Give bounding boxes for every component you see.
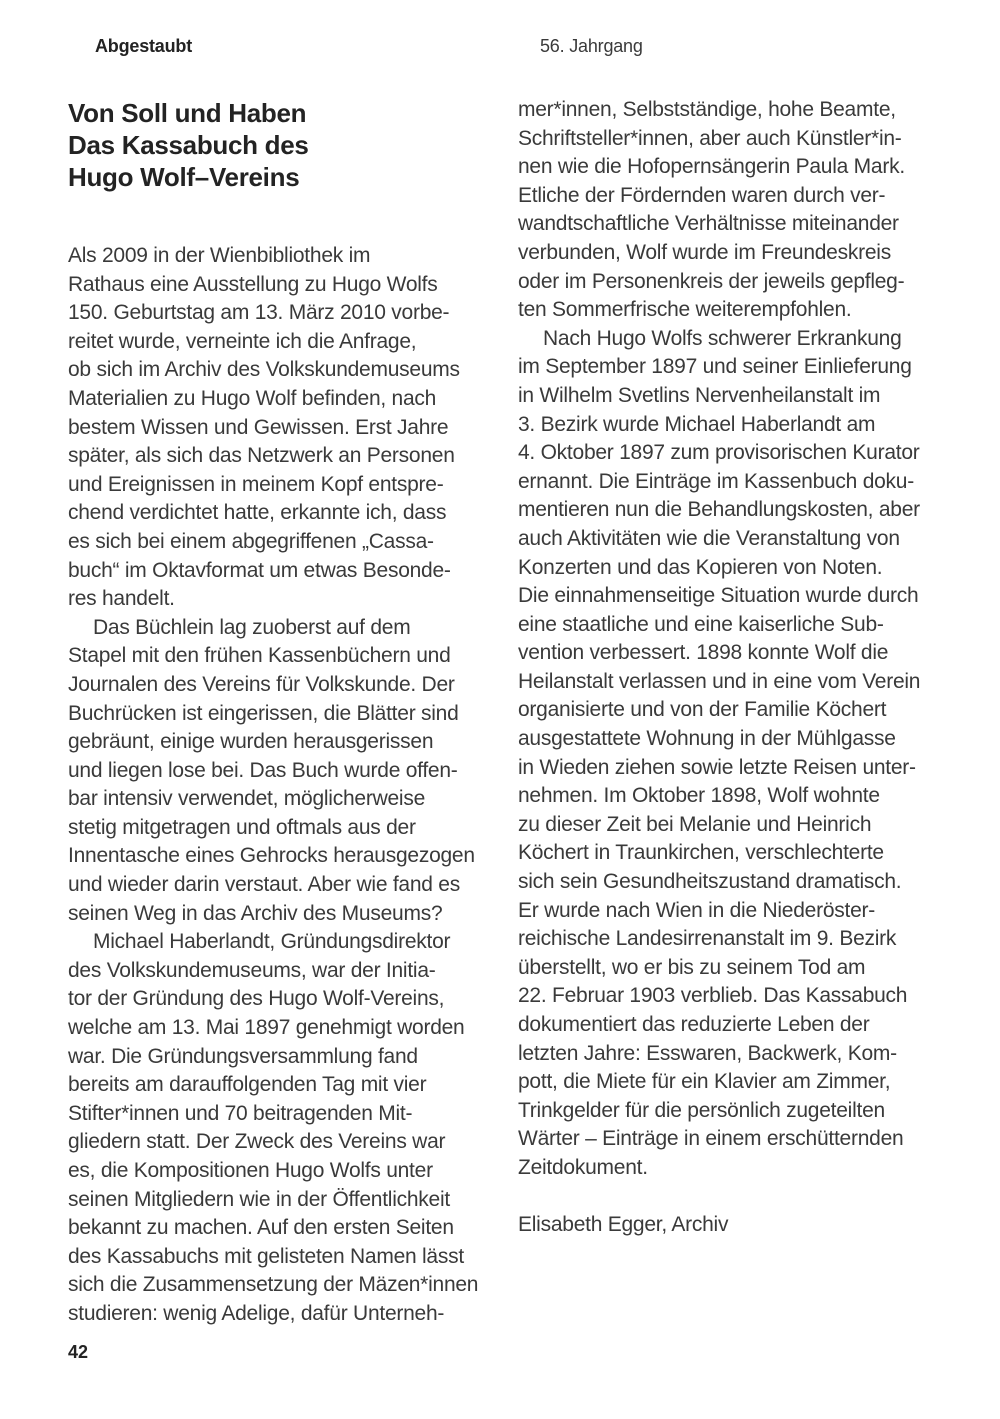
text-line: ten Sommerfrische weiterempfohlen.	[518, 298, 852, 322]
text-line: Wärter – Einträge in einem erschütternden	[518, 1127, 904, 1151]
text-line: Stapel mit den frühen Kassenbüchern und	[68, 644, 451, 668]
article-title	[68, 97, 309, 193]
text-line: organisierte und von der Familie Köchert	[518, 698, 887, 722]
text-line: ernannt. Die Einträge im Kassenbuch doku-	[518, 469, 914, 493]
section-label: Abgestaubt	[95, 36, 193, 56]
text-line: im September 1897 und seiner Einlieferung	[518, 355, 912, 379]
text-line: oder im Personenkreis der jeweils gepfleg-	[518, 269, 905, 293]
text-line: Konzerten und das Kopieren von Noten.	[518, 555, 883, 579]
text-line: gebräunt, einige wurden herausgerissen	[68, 730, 434, 754]
text-line: sich sein Gesundheitszustand dramatisch.	[518, 870, 902, 894]
text-line: 3. Bezirk wurde Michael Haberlandt am	[518, 412, 876, 436]
text-line: mer*innen, Selbstständige, hohe Beamte,	[518, 98, 896, 121]
text-line: und Ereignissen in meinem Kopf entspre-	[68, 472, 444, 496]
text-line: bestem Wissen und Gewissen. Erst Jahre	[68, 415, 449, 439]
right-column-text	[518, 96, 948, 1183]
text-line: nehmen. Im Oktober 1898, Wolf wohnte	[518, 784, 880, 808]
text-line: vention verbessert. 1898 konnte Wolf die	[518, 641, 889, 665]
text-line: es, die Kompositionen Hugo Wolfs unter	[68, 1159, 433, 1182]
left-column	[68, 242, 486, 1329]
text-line: Innentasche eines Gehrocks herausgezogen	[68, 844, 475, 868]
byline: Elisabeth Egger, Archiv	[518, 1213, 729, 1237]
text-line: Das Büchlein lag zuoberst auf dem	[93, 615, 411, 639]
text-line: tor der Gründung des Hugo Wolf-Vereins,	[68, 987, 445, 1011]
text-line: letzten Jahre: Esswaren, Backwerk, Kom-	[518, 1041, 897, 1065]
text-line: es sich bei einem abgegriffenen „Cassa-	[68, 529, 434, 553]
text-line: 4. Oktober 1897 zum provisorischen Kurator	[518, 441, 920, 465]
text-line: welche am 13. Mai 1897 genehmigt worden	[68, 1016, 465, 1040]
text-line: verbunden, Wolf wurde im Freundeskreis	[518, 240, 891, 264]
right-column	[518, 96, 948, 1240]
text-line: bereits am darauffolgenden Tag mit vier	[68, 1073, 427, 1097]
text-line: Als 2009 in der Wienbibliothek im	[68, 244, 371, 267]
text-line: pott, die Miete für ein Klavier am Zimmer,	[518, 1070, 891, 1094]
text-line: Heilanstalt verlassen und in eine vom Verein	[518, 669, 921, 693]
text-line: dokumentiert das reduzierte Leben der	[518, 1013, 870, 1036]
text-line: ob sich im Archiv des Volkskundemuseums	[68, 358, 460, 382]
text-line: in Wieden ziehen sowie letzte Reisen unter-	[518, 755, 916, 779]
text-line: des Volkskundemuseums, war der Initia-	[68, 958, 436, 982]
text-line: gliedern statt. Der Zweck des Vereins war	[68, 1130, 446, 1154]
text-line: Zeitdokument.	[518, 1155, 648, 1179]
text-line: seinen Mitgliedern wie in der Öffentlichkeit	[68, 1187, 450, 1211]
text-line: Nach Hugo Wolfs schwerer Erkrankung	[543, 326, 902, 350]
text-line: Rathaus eine Ausstellung zu Hugo Wolfs	[68, 272, 438, 296]
text-line: bekannt zu machen. Auf den ersten Seiten	[68, 1216, 454, 1240]
text-line: Schriftsteller*innen, aber auch Künstler*in-	[518, 126, 902, 150]
text-line: bar intensiv verwendet, möglicherweise	[68, 787, 426, 811]
text-line: Materialien zu Hugo Wolf befinden, nach	[68, 386, 437, 410]
text-line: und wieder darin verstaut. Aber wie fand es	[68, 873, 460, 897]
text-line: war. Die Gründungsversammlung fand	[68, 1044, 418, 1068]
text-line: reichische Landesirrenanstalt im 9. Bezirk	[518, 927, 897, 951]
text-line: wandtschaftliche Verhältnisse miteinander	[518, 212, 899, 236]
text-line: studieren: wenig Adelige, dafür Unterneh-	[68, 1301, 445, 1325]
text-line: ausgestattete Wohnung in der Mühlgasse	[518, 727, 896, 751]
text-line: Die einnahmenseitige Situation wurde durch	[518, 584, 919, 608]
text-line: und liegen lose bei. Das Buch wurde offen-	[68, 758, 458, 782]
text-line: 22. Februar 1903 verblieb. Das Kassabuch	[518, 984, 908, 1008]
text-line: des Kassabuchs mit gelisteten Namen lässt	[68, 1244, 464, 1268]
page-number: 42	[68, 1342, 89, 1362]
text-line: eine staatliche und eine kaiserliche Sub-	[518, 612, 884, 636]
article-title-line: Von Soll und Haben	[68, 98, 307, 128]
text-line: Journalen des Vereins für Volkskunde. Der	[68, 672, 455, 696]
text-line: sich die Zusammensetzung der Mäzen*innen	[68, 1273, 479, 1297]
text-line: Etliche der Fördernden waren durch ver-	[518, 183, 886, 207]
text-line: 150. Geburtstag am 13. März 2010 vorbe-	[68, 301, 450, 325]
text-line: später, als sich das Netzwerk an Personen	[68, 444, 455, 468]
article-title-line: Hugo Wolf–Vereins	[68, 162, 300, 192]
text-line: zu dieser Zeit bei Melanie und Heinrich	[518, 812, 872, 836]
text-line: Köchert in Traunkirchen, verschlechterte	[518, 841, 884, 865]
text-line: überstellt, wo er bis zu seinem Tod am	[518, 955, 866, 979]
text-line: stetig mitgetragen und oftmals aus der	[68, 815, 416, 839]
text-line: Er wurde nach Wien in die Niederöster-	[518, 898, 875, 922]
text-line: Michael Haberlandt, Gründungsdirektor	[93, 930, 451, 954]
text-line: buch“ im Oktavformat um etwas Besonde-	[68, 558, 451, 582]
volume-label: 56. Jahrgang	[540, 36, 643, 56]
text-line: res handelt.	[68, 587, 175, 611]
text-line: reitet wurde, verneinte ich die Anfrage,	[68, 329, 417, 353]
text-line: auch Aktivitäten wie die Veranstaltung von	[518, 526, 900, 550]
text-line: in Wilhelm Svetlins Nervenheilanstalt im	[518, 383, 881, 407]
text-line: nen wie die Hofopernsängerin Paula Mark.	[518, 155, 905, 179]
text-line: mentieren nun die Behandlungskosten, aber	[518, 498, 920, 522]
text-line: Buchrücken ist eingerissen, die Blätter sind	[68, 701, 459, 725]
article-title-line: Das Kassabuch des	[68, 130, 309, 160]
text-line: chend verdichtet hatte, erkannte ich, dass	[68, 501, 447, 525]
text-line: Trinkgelder für die persönlich zugeteilten	[518, 1098, 885, 1122]
text-line: seinen Weg in das Archiv des Museums?	[68, 901, 443, 925]
text-line: Stifter*innen und 70 beitragenden Mit-	[68, 1101, 413, 1125]
